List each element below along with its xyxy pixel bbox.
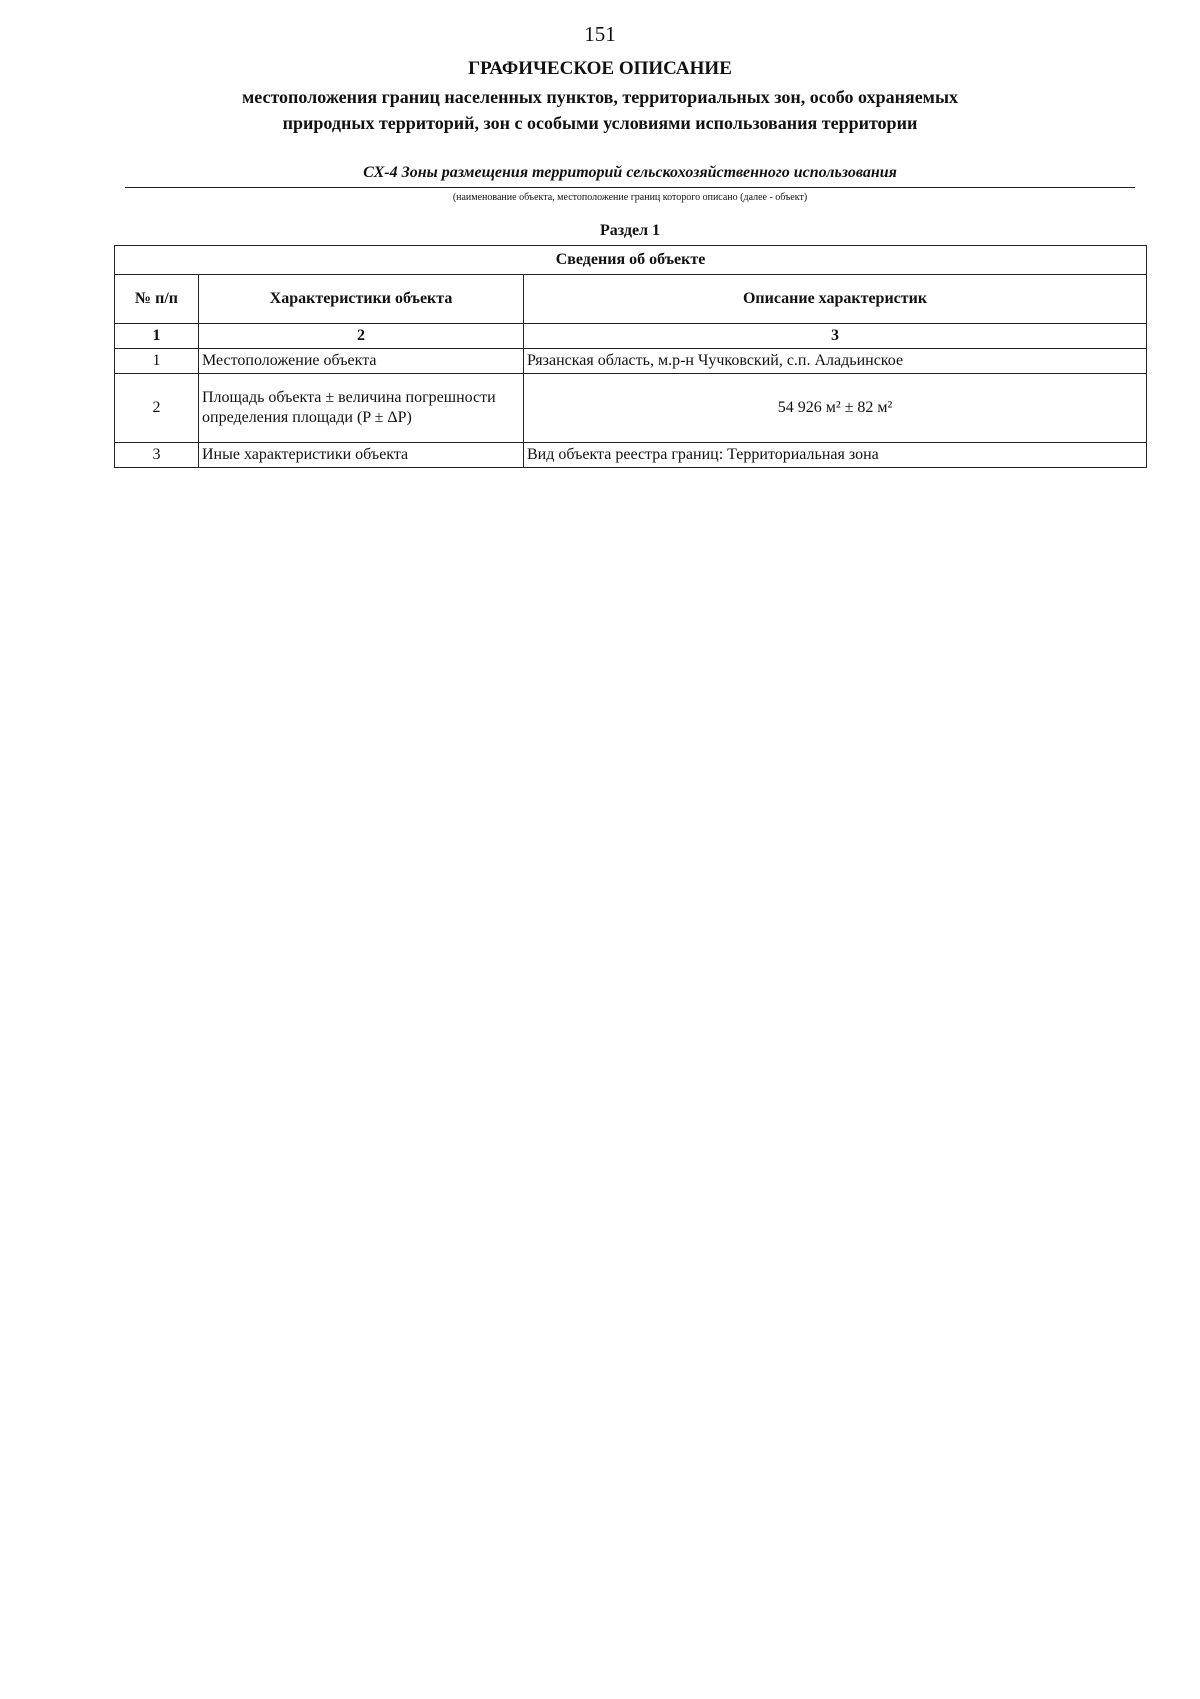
table-title: Сведения об объекте: [115, 246, 1147, 275]
document-subtitle: местоположения границ населенных пунктов, территориальных зон, особо охраняемых природных территорий, зон с особыми условиями использования территории: [241, 87, 958, 133]
row-characteristic: Местоположение объекта: [199, 349, 524, 374]
object-name-underline: [125, 187, 1135, 188]
row-num: 2: [115, 374, 199, 443]
row-characteristic: Площадь объекта ± величина погрешности определения площади (P ± ΔP): [199, 374, 524, 443]
column-number: 2: [199, 324, 524, 349]
document-title: ГРАФИЧЕСКОЕ ОПИСАНИЕ: [468, 58, 732, 79]
column-number: 1: [115, 324, 199, 349]
object-name-caption: (наименование объекта, местоположение границ которого описано (далее - объект): [452, 192, 808, 203]
section-title: Раздел 1: [599, 222, 661, 239]
column-header-description: Описание характеристик: [524, 275, 1147, 324]
row-description: Вид объекта реестра границ: Территориальная зона: [524, 443, 1147, 468]
row-description: Рязанская область, м.р-н Чучковский, с.п. Аладьинское: [524, 349, 1147, 374]
table-row: [115, 374, 1147, 443]
row-description: 54 926 м² ± 82 м²: [524, 374, 1147, 443]
column-number-row: [115, 324, 1147, 349]
page-number: 151: [584, 22, 616, 46]
object-name: СХ-4 Зоны размещения территорий сельскохозяйственного использования: [363, 164, 897, 181]
table-row: [115, 443, 1147, 468]
object-info-table: [114, 245, 1147, 468]
column-header-characteristic: Характеристики объекта: [199, 275, 524, 324]
row-num: 3: [115, 443, 199, 468]
column-number: 3: [524, 324, 1147, 349]
row-num: 1: [115, 349, 199, 374]
column-header-num: № п/п: [115, 275, 199, 324]
row-characteristic: Иные характеристики объекта: [199, 443, 524, 468]
table-row: [115, 349, 1147, 374]
